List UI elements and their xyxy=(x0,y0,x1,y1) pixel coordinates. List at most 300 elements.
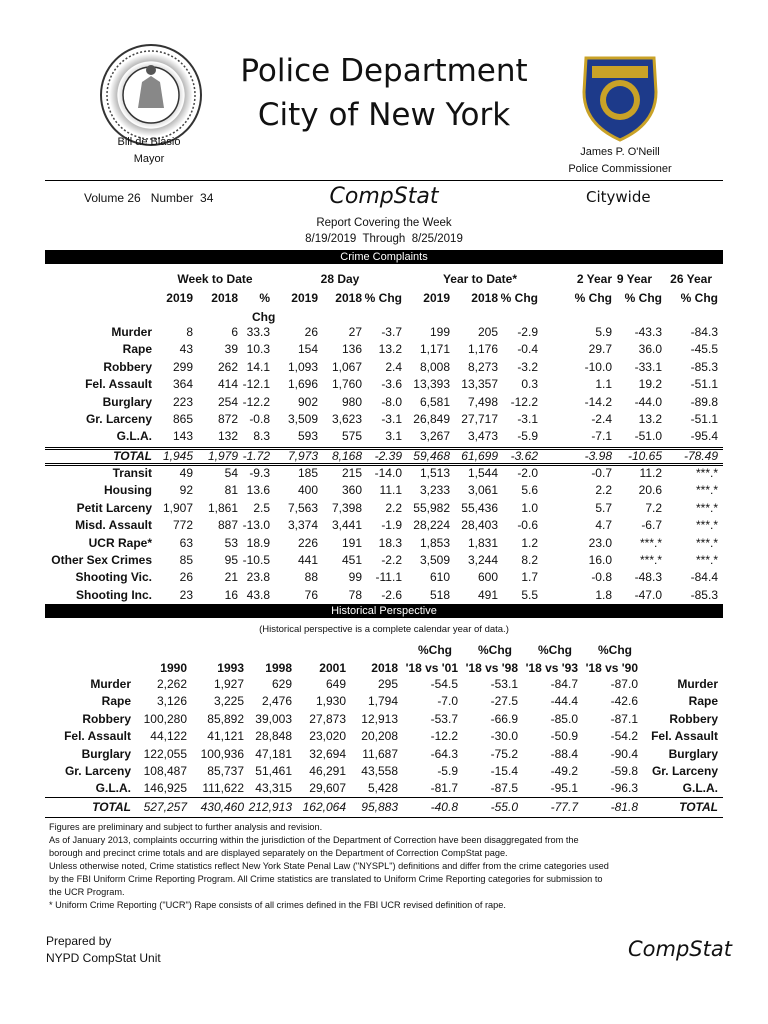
table-cell: 95 xyxy=(224,553,238,567)
row-label: Robbery xyxy=(82,711,131,726)
table-cell: 43,558 xyxy=(361,764,398,778)
table-cell: 1,176 xyxy=(467,342,498,357)
historical-bar-right xyxy=(498,604,723,618)
table-cell: -3.98 xyxy=(584,449,612,463)
table-cell: -53.7 xyxy=(430,711,458,726)
table-cell: 3,225 xyxy=(213,694,244,709)
table-cell: 88 xyxy=(304,570,318,585)
table-cell: 629 xyxy=(271,677,292,691)
row-label: Rape xyxy=(101,694,131,709)
table-cell: 3,623 xyxy=(331,412,362,426)
table-cell: 55,436 xyxy=(461,500,498,515)
table-row xyxy=(0,536,768,553)
table-cell: 212,913 xyxy=(248,800,292,814)
crime-subhead: 2018 xyxy=(211,291,238,305)
table-row xyxy=(0,342,768,359)
table-cell: 3,061 xyxy=(467,483,498,498)
crime-subhead: 2019 xyxy=(423,291,450,305)
row-label-right: Rape xyxy=(688,694,718,709)
table-cell: 5.9 xyxy=(595,325,612,339)
row-label: TOTAL xyxy=(92,800,131,814)
group-week: Week to Date xyxy=(177,272,253,286)
table-cell: -10.5 xyxy=(242,553,270,567)
table-cell: -12.2 xyxy=(510,394,538,409)
table-cell: 1.0 xyxy=(521,500,538,515)
table-cell: 54 xyxy=(224,466,238,480)
table-cell: 19.2 xyxy=(638,377,662,392)
table-cell: 518 xyxy=(429,587,450,602)
crime-subhead: 2019 xyxy=(291,291,318,305)
table-cell: -0.4 xyxy=(517,342,538,357)
table-row xyxy=(0,677,768,694)
table-cell: 29.7 xyxy=(588,342,612,357)
table-cell: -0.7 xyxy=(591,466,612,480)
table-row xyxy=(0,501,768,518)
row-label: Shooting Vic. xyxy=(75,570,152,585)
table-cell: -90.4 xyxy=(610,746,638,761)
historical-chg-head: %Chg xyxy=(598,643,632,657)
table-cell: -95.1 xyxy=(550,781,578,796)
table-cell: -44.4 xyxy=(550,694,578,709)
table-cell: -2.39 xyxy=(374,449,402,463)
report-line: Report Covering the Week xyxy=(316,217,452,229)
table-cell: -75.2 xyxy=(490,746,518,761)
table-cell: -30.0 xyxy=(490,729,518,744)
table-cell: 7,563 xyxy=(287,500,318,515)
table-cell: 20,208 xyxy=(361,729,398,744)
table-cell: -11.1 xyxy=(375,570,402,585)
row-label: Transit xyxy=(112,466,152,480)
table-cell: 78 xyxy=(348,587,362,602)
table-cell: -3.1 xyxy=(517,412,538,426)
table-cell: -14.2 xyxy=(584,394,612,409)
table-row xyxy=(0,747,768,764)
table-cell: 902 xyxy=(297,394,318,409)
table-cell: 6,581 xyxy=(419,394,450,409)
table-cell: 61,699 xyxy=(461,449,498,463)
crime-subhead: 2019 xyxy=(166,291,193,305)
table-cell: 3,267 xyxy=(419,429,450,444)
table-cell: -44.0 xyxy=(634,394,662,409)
historical-chg-head: %Chg xyxy=(478,643,512,657)
table-cell: 8 xyxy=(186,325,193,339)
table-cell: 13.2 xyxy=(638,412,662,426)
nypd-shield-icon xyxy=(578,52,662,142)
table-row xyxy=(0,360,768,377)
table-cell: 191 xyxy=(341,535,362,550)
table-cell: -95.4 xyxy=(690,429,718,444)
table-cell: -54.2 xyxy=(610,729,638,744)
table-cell: 16 xyxy=(224,587,238,602)
table-cell: -3.7 xyxy=(381,325,402,339)
crime-subhead: % Chg xyxy=(364,291,402,305)
table-cell: ***.* xyxy=(695,535,718,550)
table-cell: 33.3 xyxy=(246,325,270,339)
pct-chg-word: Chg xyxy=(252,310,276,324)
group-26year: 26 Year xyxy=(670,272,712,286)
table-cell: 1,930 xyxy=(315,694,346,709)
table-cell: 18.3 xyxy=(378,535,402,550)
table-cell: 13.6 xyxy=(246,483,270,498)
row-label: Petit Larceny xyxy=(76,500,152,515)
table-cell: 23 xyxy=(179,587,193,602)
table-cell: 55,982 xyxy=(413,500,450,515)
table-cell: -43.3 xyxy=(634,325,662,339)
table-cell: 593 xyxy=(297,429,318,444)
row-label: Robbery xyxy=(103,359,152,374)
table-cell: -66.9 xyxy=(490,711,518,726)
table-cell: 600 xyxy=(477,570,498,585)
header-divider xyxy=(45,180,723,181)
row-label: TOTAL xyxy=(113,449,152,463)
crime-subhead: 2018 xyxy=(471,291,498,305)
table-cell: 11.1 xyxy=(379,483,402,498)
row-label: Rape xyxy=(122,342,152,357)
table-cell: -51.1 xyxy=(690,412,718,426)
table-cell: -8.0 xyxy=(381,394,402,409)
footer-compstat: CompStat xyxy=(628,937,732,961)
row-label: Burglary xyxy=(102,394,152,409)
commissioner-name: James P. O'Neill xyxy=(580,146,660,158)
table-cell: 3.1 xyxy=(385,429,402,444)
row-label-right: Robbery xyxy=(669,711,718,726)
table-cell: 980 xyxy=(341,394,362,409)
historical-head: 1990 xyxy=(160,661,187,675)
table-cell: -3.6 xyxy=(381,377,402,392)
table-cell: -51.1 xyxy=(690,377,718,392)
table-cell: -3.1 xyxy=(381,412,402,426)
historical-head: 1998 xyxy=(265,661,292,675)
table-cell: 5,428 xyxy=(367,781,398,796)
table-cell: 85 xyxy=(179,553,193,567)
table-cell: -85.0 xyxy=(550,711,578,726)
table-row xyxy=(0,781,768,798)
table-cell: 99 xyxy=(348,570,362,585)
table-cell: 44,122 xyxy=(150,729,187,744)
table-cell: -45.5 xyxy=(690,342,718,357)
table-cell: -2.9 xyxy=(517,325,538,339)
table-cell: -2.2 xyxy=(381,553,402,567)
table-cell: 3,126 xyxy=(156,694,187,709)
row-label: G.L.A. xyxy=(95,781,131,796)
table-cell: 32,694 xyxy=(309,746,346,761)
table-cell: 18.9 xyxy=(246,535,270,550)
table-cell: 81 xyxy=(224,483,238,498)
crime-subhead: 2018 xyxy=(335,291,362,305)
table-row xyxy=(0,800,768,817)
row-label: G.L.A. xyxy=(116,429,152,444)
table-cell: 7,398 xyxy=(331,500,362,515)
nyc-seal xyxy=(100,44,202,146)
table-cell: 772 xyxy=(172,518,193,533)
prepared-by-unit: NYPD CompStat Unit xyxy=(46,951,161,965)
table-cell: -87.1 xyxy=(610,711,638,726)
table-cell: 59,468 xyxy=(413,449,450,463)
table-cell: 136 xyxy=(341,342,362,357)
table-cell: 8,168 xyxy=(331,449,362,463)
table-cell: 430,460 xyxy=(200,800,244,814)
table-cell: 1.1 xyxy=(595,377,612,392)
table-cell: -50.9 xyxy=(550,729,578,744)
table-cell: 8.2 xyxy=(521,553,538,567)
table-row xyxy=(0,729,768,746)
table-cell: 1,861 xyxy=(207,500,238,515)
table-cell: -47.0 xyxy=(634,587,662,602)
table-cell: 1,831 xyxy=(467,535,498,550)
table-cell: 108,487 xyxy=(143,764,187,778)
table-row xyxy=(0,466,768,483)
table-cell: 23.8 xyxy=(246,570,270,585)
table-cell: 4.7 xyxy=(595,518,612,533)
table-cell: 28,403 xyxy=(461,518,498,533)
table-cell: -3.62 xyxy=(510,449,538,463)
crime-subhead: % Chg xyxy=(680,291,718,305)
row-label-right: Burglary xyxy=(668,746,718,761)
table-cell: -40.8 xyxy=(430,800,458,814)
table-cell: -2.6 xyxy=(381,587,402,602)
table-cell: 364 xyxy=(172,377,193,392)
table-cell: 23.0 xyxy=(588,535,612,550)
group-28day: 28 Day xyxy=(320,272,360,286)
table-cell: 76 xyxy=(304,587,318,602)
table-cell: -3.2 xyxy=(517,359,538,374)
table-cell: 28,224 xyxy=(413,518,450,533)
table-cell: 1,067 xyxy=(331,359,362,374)
seal-emblem-icon xyxy=(102,46,200,144)
table-cell: -81.7 xyxy=(430,781,458,796)
table-cell: -1.9 xyxy=(381,518,402,533)
table-cell: 1,544 xyxy=(467,466,498,480)
table-row xyxy=(0,429,768,446)
table-cell: 1,979 xyxy=(207,449,238,463)
table-cell: 28,848 xyxy=(255,729,292,744)
row-label: Fel. Assault xyxy=(85,377,152,392)
table-cell: 254 xyxy=(217,394,238,409)
table-cell: 12,913 xyxy=(361,711,398,726)
historical-head: '18 vs '93 xyxy=(525,661,578,675)
historical-note: (Historical perspective is a complete calendar year of data.) xyxy=(259,624,509,635)
table-cell: -49.2 xyxy=(550,764,578,778)
table-cell: 414 xyxy=(217,377,238,392)
historical-head: '18 vs '01 xyxy=(405,661,458,675)
table-cell: 162,064 xyxy=(302,800,346,814)
historical-head: '18 vs '98 xyxy=(465,661,518,675)
table-cell: -6.7 xyxy=(641,518,662,533)
table-cell: 185 xyxy=(297,466,318,480)
row-label: Murder xyxy=(111,325,152,339)
historical-bar-left xyxy=(45,604,270,618)
table-cell: -0.6 xyxy=(517,518,538,533)
prepared-by: Prepared by xyxy=(46,934,112,948)
table-cell: -64.3 xyxy=(430,746,458,761)
table-cell: 2,476 xyxy=(261,694,292,709)
table-cell: -5.9 xyxy=(517,429,538,444)
footnote-line: As of January 2013, complaints occurring within the jurisdiction of the Department of Correction have been disaggregated from the xyxy=(49,835,579,845)
table-cell: 13,393 xyxy=(413,377,450,392)
table-row xyxy=(0,694,768,711)
footnote-line: by the FBI Uniform Crime Reporting Program. All Crime statistics are translated to Uniform Crime Reporting categories for submission to xyxy=(49,874,603,884)
footnote-line: borough and precinct crime totals and are displayed separately on the Department of Correction CompStat page. xyxy=(49,848,508,858)
historical-bottom-divider xyxy=(45,817,723,818)
table-cell: 85,737 xyxy=(207,764,244,778)
table-cell: 8,008 xyxy=(419,359,450,374)
table-cell: 2.2 xyxy=(595,483,612,498)
table-cell: -2.0 xyxy=(517,466,538,480)
footnote-line: * Uniform Crime Reporting ("UCR") Rape consists of all crimes defined in the FBI UCR revised definition of rape. xyxy=(49,900,506,910)
table-cell: 3,509 xyxy=(419,553,450,567)
table-cell: 95,883 xyxy=(361,800,398,814)
table-cell: 205 xyxy=(477,325,498,339)
table-cell: -10.65 xyxy=(627,449,662,463)
row-label: Fel. Assault xyxy=(64,729,131,744)
row-label-right: G.L.A. xyxy=(682,781,718,796)
table-cell: 36.0 xyxy=(638,342,662,357)
table-cell: 154 xyxy=(297,342,318,357)
table-cell: 527,257 xyxy=(143,800,187,814)
table-cell: 3,233 xyxy=(419,483,450,498)
table-cell: 610 xyxy=(429,570,450,585)
row-label-right: Gr. Larceny xyxy=(651,764,718,778)
footnote-line: Figures are preliminary and subject to further analysis and revision. xyxy=(49,822,323,832)
table-cell: -55.0 xyxy=(490,800,518,814)
table-cell: 1,171 xyxy=(419,342,450,357)
table-cell: 53 xyxy=(224,535,238,550)
row-label: Housing xyxy=(104,483,152,498)
group-2year: 2 Year xyxy=(576,272,612,286)
table-cell: 887 xyxy=(217,518,238,533)
scope-label: Citywide xyxy=(586,188,651,206)
table-cell: 1.2 xyxy=(521,535,538,550)
crime-subhead: % Chg xyxy=(624,291,662,305)
table-cell: -51.0 xyxy=(634,429,662,444)
table-cell: 26,849 xyxy=(413,412,450,426)
table-cell: 51,461 xyxy=(255,764,292,778)
table-cell: 215 xyxy=(341,466,362,480)
table-cell: 132 xyxy=(217,429,238,444)
table-cell: -77.7 xyxy=(550,800,578,814)
table-row xyxy=(0,412,768,429)
table-cell: 0.3 xyxy=(521,377,538,392)
row-label: Gr. Larceny xyxy=(64,764,131,778)
table-cell: 2.5 xyxy=(253,500,270,515)
table-cell: 1,945 xyxy=(162,449,193,463)
row-label: Murder xyxy=(90,677,131,691)
table-cell: 5.6 xyxy=(521,483,538,498)
nypd-shield xyxy=(578,52,662,142)
table-cell: 649 xyxy=(325,677,346,691)
table-cell: 3,374 xyxy=(287,518,318,533)
table-cell: 122,055 xyxy=(143,746,187,761)
group-9year: 9 Year xyxy=(616,272,652,286)
table-cell: ***.* xyxy=(695,518,718,533)
table-cell: 10.3 xyxy=(246,342,270,357)
row-label-right: Fel. Assault xyxy=(651,729,718,744)
table-cell: 8.3 xyxy=(253,429,270,444)
table-cell: 27,717 xyxy=(461,412,498,426)
table-cell: 1,696 xyxy=(287,377,318,392)
table-cell: 8,273 xyxy=(467,359,498,374)
historical-head: 2018 xyxy=(371,661,398,675)
table-cell: 262 xyxy=(217,359,238,374)
table-cell: -5.9 xyxy=(437,764,458,778)
table-cell: -14.0 xyxy=(374,466,402,480)
row-label: Other Sex Crimes xyxy=(51,553,152,567)
table-row xyxy=(0,764,768,781)
table-cell: 21 xyxy=(224,570,238,585)
table-cell: 13.2 xyxy=(378,342,402,357)
table-cell: ***.* xyxy=(695,483,718,498)
group-ytd: Year to Date* xyxy=(442,272,518,286)
table-cell: -10.0 xyxy=(584,359,612,374)
table-cell: 1,093 xyxy=(287,359,318,374)
table-cell: 1.7 xyxy=(521,570,538,585)
row-label-right: Murder xyxy=(677,677,718,691)
table-cell: 2,262 xyxy=(156,677,187,691)
table-row xyxy=(0,395,768,412)
table-cell: 27,873 xyxy=(309,711,346,726)
table-cell: 226 xyxy=(297,535,318,550)
table-cell: 26 xyxy=(304,325,318,339)
table-cell: 26 xyxy=(179,570,193,585)
table-cell: -88.4 xyxy=(550,746,578,761)
footnote-line: the UCR Program. xyxy=(49,887,125,897)
table-cell: -89.8 xyxy=(690,394,718,409)
table-cell: -54.5 xyxy=(430,677,458,691)
historical-chg-head: %Chg xyxy=(538,643,572,657)
table-cell: 872 xyxy=(217,412,238,426)
table-cell: -42.6 xyxy=(610,694,638,709)
row-label: Burglary xyxy=(81,746,131,761)
table-cell: 11.2 xyxy=(639,466,662,480)
table-cell: -84.3 xyxy=(690,325,718,339)
table-cell: -27.5 xyxy=(490,694,518,709)
table-cell: 400 xyxy=(297,483,318,498)
table-cell: -84.7 xyxy=(550,677,578,691)
table-cell: -12.2 xyxy=(242,394,270,409)
table-cell: 441 xyxy=(297,553,318,567)
table-row xyxy=(0,325,768,342)
table-cell: 49 xyxy=(179,466,193,480)
table-cell: -13.0 xyxy=(242,518,270,533)
table-cell: 14.1 xyxy=(246,359,270,374)
table-cell: 3,473 xyxy=(467,429,498,444)
commissioner-title: Police Commissioner xyxy=(568,163,672,175)
table-cell: 111,622 xyxy=(202,781,244,796)
footnote-line: Unless otherwise noted, Crime statistics reflect New York State Penal Law ("NYSPL") definitions and differ from the crime categories used xyxy=(49,861,609,871)
table-cell: 100,280 xyxy=(143,711,187,726)
table-row xyxy=(0,377,768,394)
table-row xyxy=(0,570,768,587)
table-cell: 7,973 xyxy=(287,449,318,463)
crime-complaints-bar: Crime Complaints xyxy=(45,250,723,264)
table-cell: 20.6 xyxy=(638,483,662,498)
table-cell: -12.1 xyxy=(242,377,270,392)
table-cell: 360 xyxy=(341,483,362,498)
table-cell: -81.8 xyxy=(610,800,638,814)
table-cell: -0.8 xyxy=(591,570,612,585)
table-cell: 223 xyxy=(172,394,193,409)
footnotes xyxy=(49,821,729,912)
table-cell: -15.4 xyxy=(490,764,518,778)
table-cell: 3,244 xyxy=(467,553,498,567)
table-cell: -87.0 xyxy=(610,677,638,691)
table-cell: 43.8 xyxy=(246,587,270,602)
table-cell: 27 xyxy=(348,325,362,339)
historical-head: 1993 xyxy=(217,661,244,675)
table-cell: 6 xyxy=(231,325,238,339)
table-cell: 2.2 xyxy=(385,500,402,515)
crime-subhead: % Chg xyxy=(500,291,538,305)
